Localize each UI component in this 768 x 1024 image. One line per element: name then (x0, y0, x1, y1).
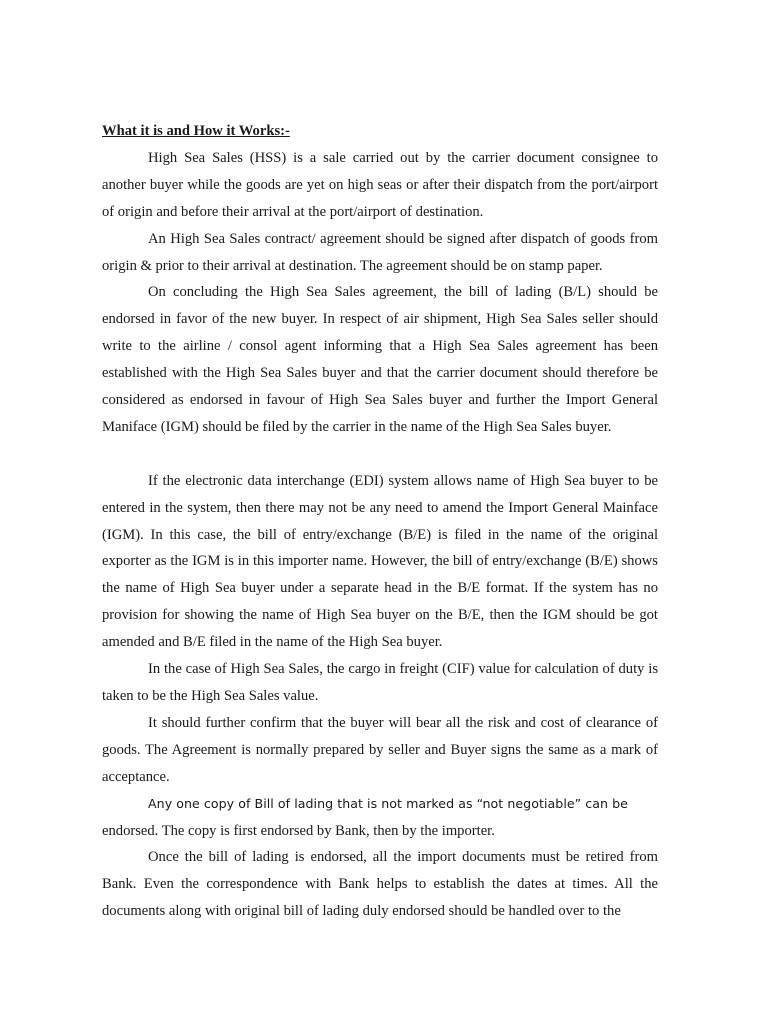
paragraph-contract: An High Sea Sales contract/ agreement should be signed after dispatch of goods from origin & prior to their arrival at destination. The agreement should be on stamp paper. (102, 230, 658, 274)
paragraph-cif-value: In the case of High Sea Sales, the cargo in freight (CIF) value for calculation of duty is taken to be the High Sea Sales value. (102, 661, 658, 705)
section-heading: What it is and How it Works:- (102, 123, 290, 139)
paragraph-bill-of-lading: On concluding the High Sea Sales agreement, the bill of lading (B/L) should be endorsed in favor of the new buyer. In respect of air shipment, High Sea Sales seller should write to the airline / consol agent informing that a High Sea Sales agreement has been established with the High Sea Sales buyer and that the carrier document should therefore be considered as endorsed in favour of High Sea Sales buyer and further the Import General Maniface (IGM) should be filed by the carrier in the name of the High Sea Sales buyer. (102, 284, 658, 435)
paragraph-gap (102, 441, 658, 468)
document-body (102, 118, 658, 925)
paragraph-endorsement-line2: endorsed. The copy is first endorsed by Bank, then by the importer. (102, 822, 495, 839)
paragraph-documents-retired: Once the bill of lading is endorsed, all the import documents must be retired from Bank. Even the correspondence with Bank helps to establish the dates at times. All the documents along with original bill of lading duly endorsed should be handled over to the (102, 849, 658, 920)
paragraph-edi-system: If the electronic data interchange (EDI) system allows name of High Sea buyer to be entered in the system, then there may not be any need to amend the Import General Mainface (IGM). In this case, the bill of entry/exchange (B/E) is filed in the name of the original exporter as the IGM is in this importer name. However, the bill of entry/exchange (B/E) shows the name of High Sea buyer under a separate head in the B/E format. If the system has no provision for showing the name of High Sea buyer on the B/E, then the IGM should be got amended and B/E filed in the name of the High Sea buyer. (102, 472, 658, 651)
paragraph-risk-cost: It should further confirm that the buyer will bear all the risk and cost of clearance of goods. The Agreement is normally prepared by seller and Buyer signs the same as a mark of acceptance. (102, 714, 658, 785)
paragraph-hss-definition: High Sea Sales (HSS) is a sale carried out by the carrier document consignee to another buyer while the goods are yet on high seas or after their dispatch from the port/airport of origin and before their arrival at the port/airport of destination. (102, 149, 658, 220)
paragraph-endorsement-line1: Any one copy of Bill of lading that is not marked as “not negotiable” can be (148, 795, 628, 811)
paragraph-endorsement (102, 791, 658, 845)
